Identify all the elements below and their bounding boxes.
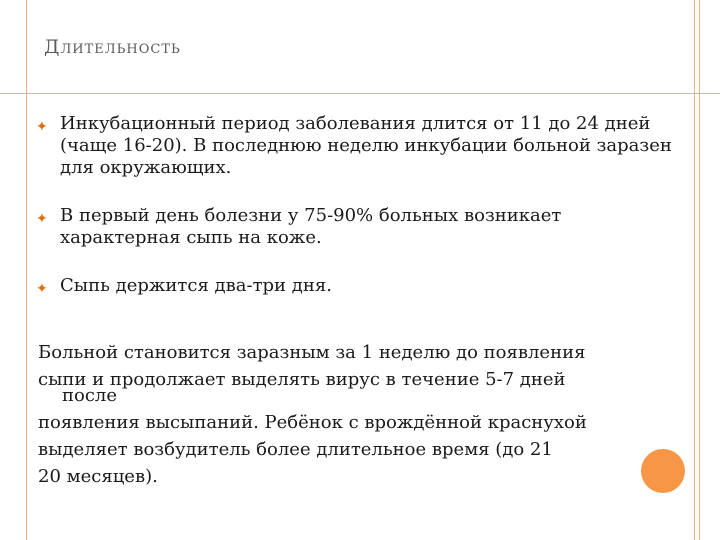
right-rule-outer [699, 0, 700, 540]
bullet-list [36, 113, 676, 323]
right-rule [694, 0, 695, 540]
slide-title: Длительность [44, 36, 181, 58]
orange-circle-decoration [641, 449, 685, 493]
bullet-item [36, 275, 676, 297]
paragraph-line: после [62, 385, 118, 406]
bullet-text: Инкубационный период заболевания длится от 11 до 24 дней (чаще 16-20). В последнюю неделю инкубации больной заразен для окружающих. [60, 113, 672, 178]
bullet-diamond-icon: ✦ [36, 211, 48, 227]
bullet-text: В первый день болезни у 75-90% больных возникает характерная сыпь на коже. [60, 205, 562, 248]
paragraph-line: сыпи и продолжает выделять вирус в течение 5-7 дней [38, 369, 566, 390]
paragraph-line: Больной становится заразным за 1 неделю до появления [38, 342, 586, 363]
bullet-item [36, 205, 676, 249]
paragraph-line: выделяет возбудитель более длительное время (до 21 [38, 439, 553, 460]
bullet-item [36, 113, 676, 179]
paragraph-line: появления высыпаний. Ребёнок с врождённой краснухой [38, 412, 587, 433]
title-rule [0, 93, 720, 94]
bullet-diamond-icon: ✦ [36, 119, 48, 135]
bullet-text: Сыпь держится два-три дня. [60, 275, 332, 296]
paragraph-line: 20 месяцев). [38, 466, 158, 487]
bullet-diamond-icon: ✦ [36, 281, 48, 297]
body-paragraph [38, 339, 658, 490]
left-rule [26, 0, 27, 540]
